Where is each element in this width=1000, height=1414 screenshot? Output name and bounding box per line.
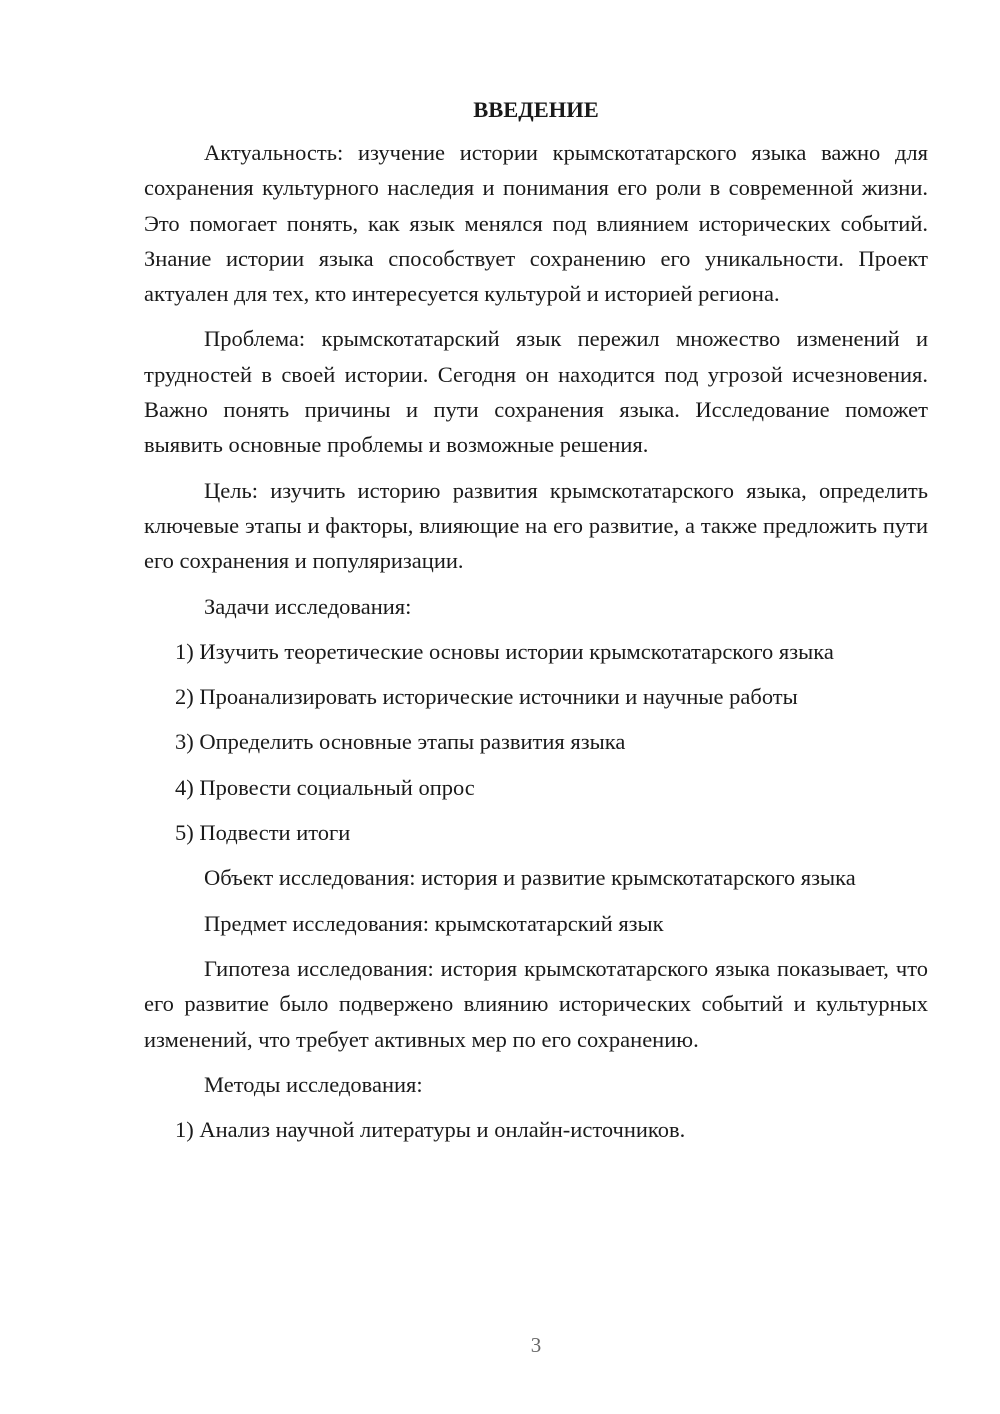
list-item: 2) Проанализировать исторические источники и научные работы <box>175 684 798 710</box>
tasks-heading: Задачи исследования: <box>204 593 412 619</box>
page-number: 3 <box>530 1333 542 1357</box>
document-page <box>144 92 928 1157</box>
goal-paragraph: Цель: изучить историю развития крымскотатарского языка, определить ключевые этапы и факторы, влияющие на его развитие, а также предложить пути его сохранения и популяризации. <box>144 477 928 574</box>
list-item: 5) Подвести итоги <box>175 820 351 846</box>
methods-list <box>144 1112 928 1147</box>
page-title: ВВЕДЕНИЕ <box>473 97 599 122</box>
subject-paragraph: Предмет исследования: крымскотатарский язык <box>204 910 664 936</box>
hypothesis-paragraph: Гипотеза исследования: история крымскотатарского языка показывает, что его развитие было подвержено влиянию исторических событий и культурных изменений, что требует активных мер по его сохранению. <box>144 955 928 1052</box>
list-item: 1) Изучить теоретические основы истории крымскотатарского языка <box>175 638 834 664</box>
problem-paragraph: Проблема: крымскотатарский язык пережил множество изменений и трудностей в своей истории. Сегодня он находится под угрозой исчезновения. Важно понять причины и пути сохранения языка. Исследование поможет выявить основные проблемы и возможные решения. <box>144 326 928 458</box>
tasks-list <box>144 634 928 850</box>
methods-heading: Методы исследования: <box>204 1071 423 1097</box>
list-item: 1) Анализ научной литературы и онлайн-источников. <box>175 1117 686 1143</box>
list-item: 3) Определить основные этапы развития языка <box>175 729 626 755</box>
list-item: 4) Провести социальный опрос <box>175 774 475 800</box>
relevance-paragraph: Актуальность: изучение истории крымскотатарского языка важно для сохранения культурного наследия и понимания его роли в современной жизни. Это помогает понять, как язык менялся под влиянием исторических событий. Знание истории языка способствует сохранению его уникальности. Проект актуален для тех, кто интересуется культурой и историей региона. <box>144 140 928 307</box>
object-paragraph: Объект исследования: история и развитие крымскотатарского языка <box>204 865 856 891</box>
